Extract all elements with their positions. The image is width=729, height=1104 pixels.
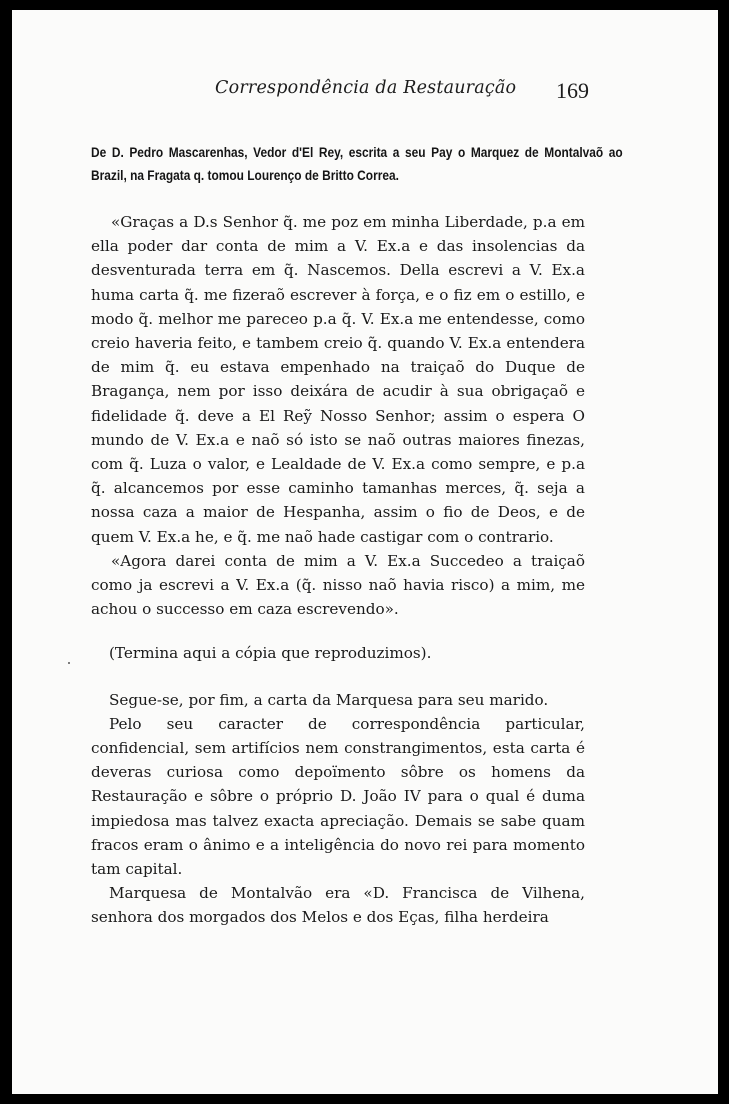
page-header [12,78,718,108]
running-title: Correspondência da Restauração [215,78,517,98]
body-paragraph: Segue-se, por fim, a carta da Marquesa para seu marido. [109,690,549,709]
letter-paragraph: «Graças a D.s Senhor q̃. me poz em minha Liberdade, p.a em ella poder dar conta de mim a V. Ex.a e das insolencias da desventurada terra em q̃. Nascemos. Della escrevi a V. Ex.a huma carta q̃. me fizeraõ escrever à força, e o fiz em o estillo, e modo q̃. melhor me pareceo p.a q̃. V. Ex.a me entendesse, como creio haveria feito, e tambem creio q̃. quando V. Ex.a entendera de mim q̃. eu estava empenhado na traiçaõ do Duque de Bragança, nem por isso deixára de acudir à sua obrigaçaõ e fidelidade q̃. deve a El Reỹ Nosso Senhor; assim o espera O mundo de V. Ex.a e naõ só isto se naõ outras maiores finezas, com q̃. Luza o valor, e Lealdade de V. Ex.a como sempre, e p.a q̃. alcancemos por esse caminho tamanhas merces, q̃. seja a nossa caza a maior de Hespanha, assim o fio de Deos, e de quem V. Ex.a he, e q̃. me naõ hade castigar com o contrario. [91,213,585,546]
body-paragraph: Pelo seu caracter de correspondência particular, confidencial, sem artifícios nem constrangimentos, esta carta é deveras curiosa como depoïmento sôbre os homens da Restauração e sôbre o próprio D. João IV para o qual é duma impiedosa mas talvez exacta apreciação. Demais se sabe quam fracos eram o ânimo e a inteligência do novo rei para momento tam capital. [91,714,585,879]
margin-dot [68,662,70,664]
body-paragraph: Marquesa de Montalvão era «D. Francisca de Vilhena, senhora dos morgados dos Melos e dos Eças, filha herdeira [91,884,585,927]
editorial-note: (Termina aqui a cópia que reproduzimos). [109,644,432,663]
body-text [91,210,585,930]
letter-heading: De D. Pedro Mascarenhas, Vedor d'El Rey, escrita a seu Pay o Marquez de Montalvaõ ao Brazil, na Fragata q. tomou Lourenço de Britto Correa. [91,145,623,184]
page-number: 169 [556,78,589,103]
book-page [12,10,718,1094]
letter-paragraph: «Agora darei conta de mim a V. Ex.a Succedeo a traiçaõ como ja escrevi a V. Ex.a (q̃. nisso naõ havia risco) a mim, me achou o successo em caza escrevendo». [91,551,585,619]
